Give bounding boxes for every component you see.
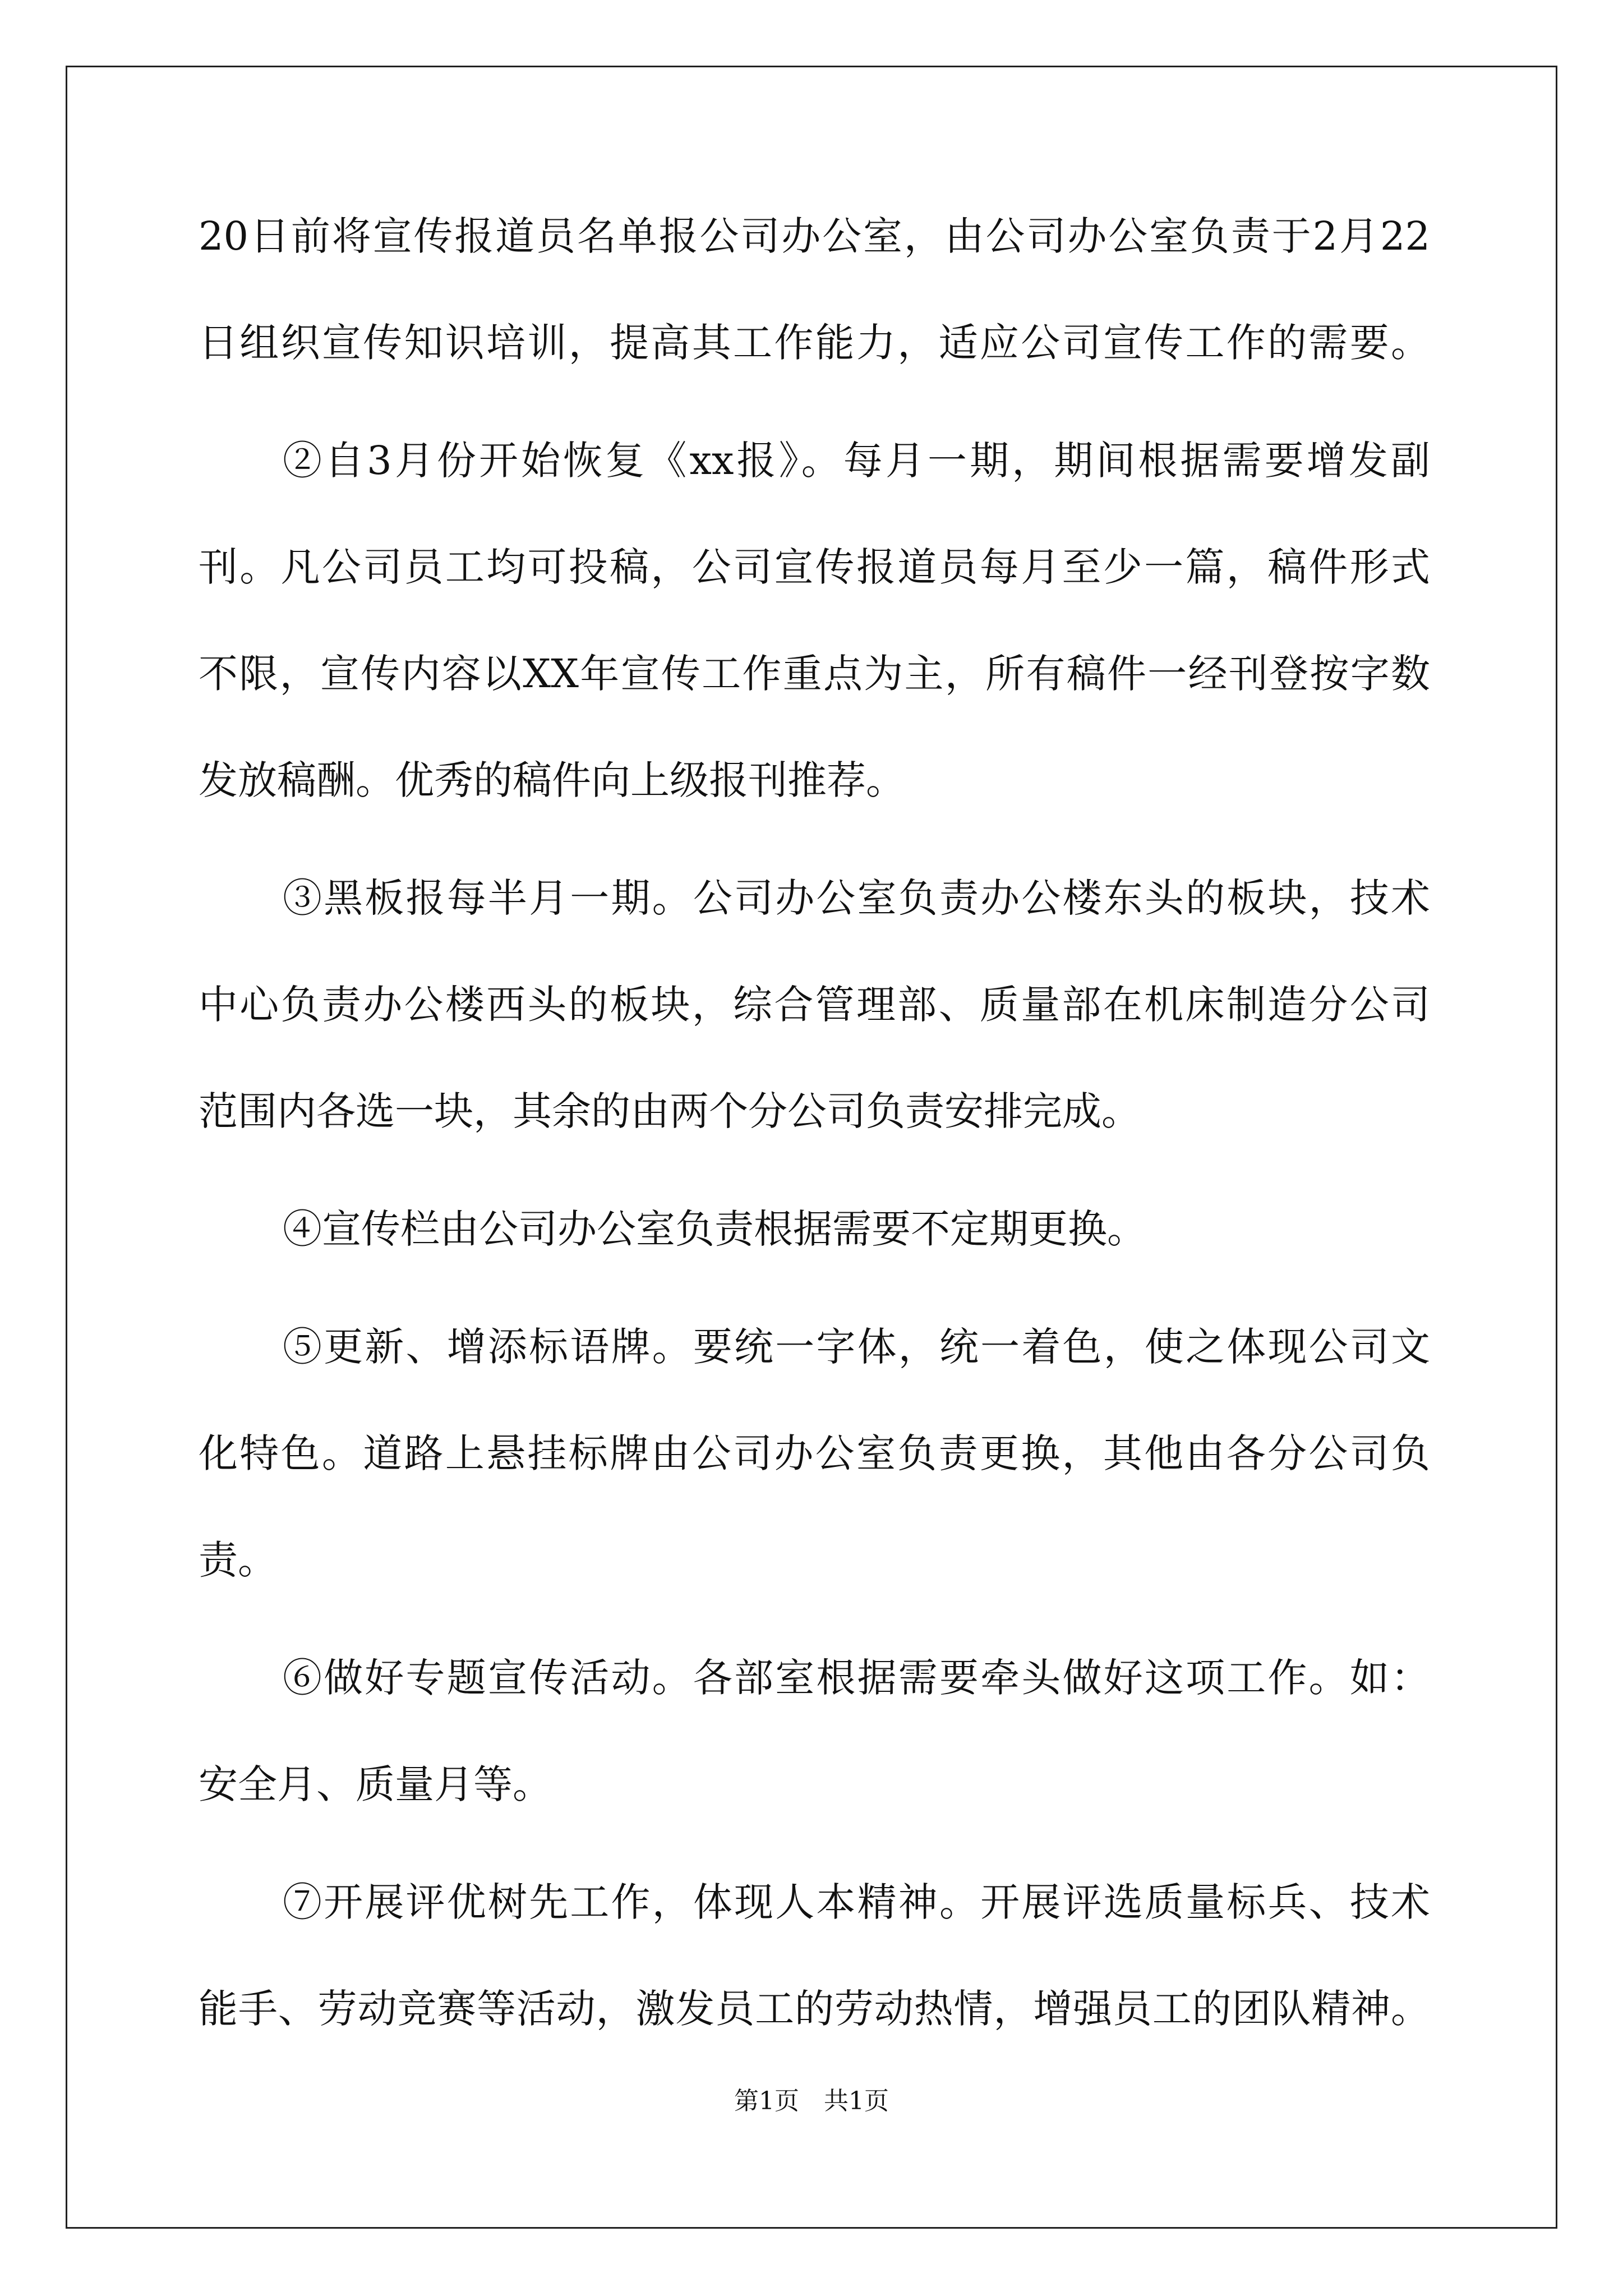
text-line: 发放稿酬。优秀的稿件向上级报刊推荐。: [199, 757, 905, 803]
text-line: 责。: [199, 1537, 277, 1583]
paragraph-first-line: ③黑板报每半月一期。公司办公室负责办公楼东头的板块，技术: [283, 875, 1430, 921]
paragraph-first-line: ⑤更新、增添标语牌。要统一字体，统一着色，使之体现公司文: [283, 1324, 1430, 1370]
text-line: 刊。凡公司员工均可投稿，公司宣传报道员每月至少一篇，稿件形式: [199, 544, 1430, 590]
paragraph-first-line: ④宣传栏由公司办公室负责根据需要不定期更换。: [283, 1206, 1146, 1252]
text-line: 安全月、质量月等。: [199, 1761, 552, 1807]
paragraph-first-line: ②自3月份开始恢复《xx报》。每月一期，期间根据需要增发副: [283, 438, 1430, 484]
text-line: 能手、劳动竞赛等活动，激发员工的劳动热情，增强员工的团队精神。: [199, 1986, 1430, 2032]
text-line: 不限，宣传内容以XX年宣传工作重点为主，所有稿件一经刊登按字数: [199, 651, 1430, 697]
text-line: 范围内各选一块，其余的由两个分公司负责安排完成。: [199, 1088, 1141, 1134]
page-number-footer: 第1页 共1页: [734, 2087, 889, 2115]
paragraph-first-line: ⑥做好专题宣传活动。各部室根据需要牵头做好这项工作。如：: [283, 1655, 1430, 1701]
text-line: 20日前将宣传报道员名单报公司办公室，由公司办公室负责于2月22: [199, 213, 1430, 259]
text-line: 中心负责办公楼西头的板块，综合管理部、质量部在机床制造分公司: [199, 982, 1430, 1028]
text-line: 日组织宣传知识培训，提高其工作能力，适应公司宣传工作的需要。: [199, 320, 1430, 366]
text-line: 化特色。道路上悬挂标牌由公司办公室负责更换，其他由各分公司负: [199, 1430, 1430, 1476]
paragraph-first-line: ⑦开展评优树先工作，体现人本精神。开展评选质量标兵、技术: [283, 1879, 1430, 1925]
